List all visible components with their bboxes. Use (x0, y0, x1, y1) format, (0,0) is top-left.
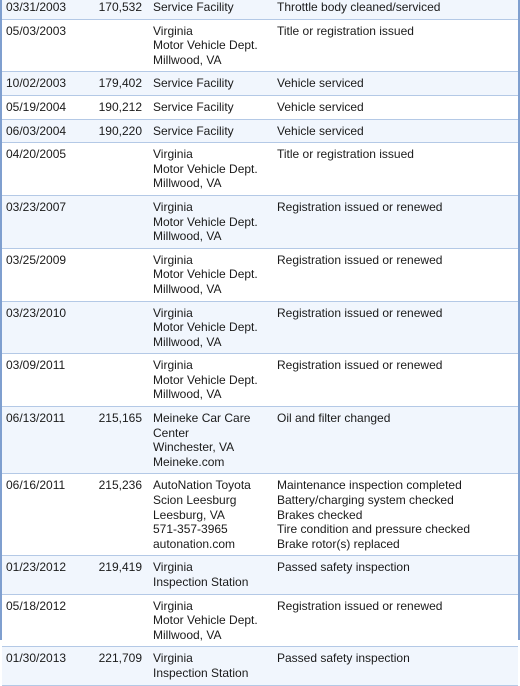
record-source-line: Motor Vehicle Dept. (153, 320, 258, 335)
record-date: 04/20/2005 (2, 143, 86, 196)
record-source (153, 594, 277, 647)
record-odometer: 215,165 (86, 407, 153, 474)
record-source-line: Inspection Station (153, 575, 249, 589)
record-detail-line: Brakes checked (277, 507, 363, 522)
record-odometer: 170,532 (86, 0, 153, 19)
record-source-line: Service Facility (153, 0, 234, 14)
record-source (153, 407, 277, 474)
record-source-line: Meineke Car Care (153, 411, 251, 426)
record-odometer (86, 301, 153, 354)
record-source-line: Millwood, VA (153, 627, 222, 642)
record-odometer (86, 354, 153, 407)
record-details (277, 594, 518, 647)
record-source-line: Virginia (153, 147, 193, 162)
history-table (2, 0, 518, 686)
record-detail-line: Passed safety inspection (277, 560, 410, 575)
record-details (277, 143, 518, 196)
record-detail-line: Registration issued or renewed (277, 199, 443, 214)
record-detail-line: Registration issued or renewed (277, 252, 443, 267)
record-source-line: Motor Vehicle Dept. (153, 372, 258, 387)
record-source-line: autonation.com (153, 536, 236, 551)
record-detail-line: Throttle body cleaned/serviced (277, 0, 441, 14)
history-record-row (2, 354, 518, 407)
record-source-line: Scion Leesburg (153, 493, 237, 508)
record-detail-line: Title or registration issued (277, 147, 414, 162)
record-detail-line: Title or registration issued (277, 23, 414, 38)
record-date: 06/16/2011 (2, 474, 86, 556)
record-date: 03/25/2009 (2, 248, 86, 301)
record-detail-line: Maintenance inspection completed (277, 478, 462, 493)
record-source-line: Millwood, VA (153, 281, 222, 296)
record-date: 05/03/2003 (2, 19, 86, 72)
history-record-row (2, 407, 518, 474)
record-source-line: Motor Vehicle Dept. (153, 38, 258, 53)
record-source (153, 0, 277, 19)
record-detail-line: Tire condition and pressure checked (277, 522, 470, 537)
record-date: 06/03/2004 (2, 119, 86, 143)
record-date: 01/23/2012 (2, 556, 86, 594)
record-source (153, 195, 277, 248)
history-record-row (2, 0, 518, 19)
record-details (277, 354, 518, 407)
record-detail-line: Vehicle serviced (277, 123, 364, 138)
history-record-row (2, 195, 518, 248)
history-record-row (2, 95, 518, 119)
record-odometer (86, 248, 153, 301)
record-date: 06/13/2011 (2, 407, 86, 474)
record-source (153, 647, 277, 685)
record-source-line: Millwood, VA (153, 52, 222, 67)
record-odometer: 219,419 (86, 556, 153, 594)
record-source-line: Inspection Station (153, 665, 249, 680)
record-source (153, 143, 277, 196)
record-detail-line: Registration issued or renewed (277, 305, 443, 320)
record-details (277, 0, 518, 19)
record-source-line: Winchester, VA (153, 440, 235, 455)
record-odometer: 190,212 (86, 95, 153, 119)
history-record-row (2, 556, 518, 594)
record-source (153, 354, 277, 407)
record-details (277, 19, 518, 72)
record-date: 05/18/2012 (2, 594, 86, 647)
record-date: 01/30/2013 (2, 647, 86, 685)
record-detail-line: Vehicle serviced (277, 76, 364, 91)
record-source-line: Leesburg, VA (153, 507, 225, 522)
record-source-line: Millwood, VA (153, 334, 222, 349)
record-detail-line: Oil and filter changed (277, 411, 391, 426)
history-record-row (2, 647, 518, 685)
record-odometer: 190,220 (86, 119, 153, 143)
record-odometer: 221,709 (86, 647, 153, 685)
record-source-line: Meineke.com (153, 454, 225, 469)
record-source-line: Virginia (153, 199, 193, 214)
history-record-row (2, 19, 518, 72)
record-source-line: 571-357-3965 (153, 522, 228, 537)
record-source-line: Virginia (153, 305, 193, 320)
record-details (277, 72, 518, 96)
history-record-row (2, 474, 518, 556)
history-record-row (2, 248, 518, 301)
record-date: 05/19/2004 (2, 95, 86, 119)
record-source (153, 19, 277, 72)
record-details (277, 248, 518, 301)
record-source (153, 95, 277, 119)
record-detail-line: Vehicle serviced (277, 99, 364, 114)
record-source-line: Motor Vehicle Dept. (153, 267, 258, 282)
record-odometer (86, 19, 153, 72)
record-source-line: Virginia (153, 598, 193, 613)
record-source-line: Motor Vehicle Dept. (153, 613, 258, 628)
record-odometer (86, 195, 153, 248)
record-date: 03/23/2007 (2, 195, 86, 248)
record-source-line: Virginia (153, 560, 193, 575)
record-odometer (86, 143, 153, 196)
record-source-line: Millwood, VA (153, 387, 222, 402)
record-date: 10/02/2003 (2, 72, 86, 96)
record-source-line: Virginia (153, 358, 193, 373)
history-table-body (2, 0, 518, 685)
record-odometer (86, 594, 153, 647)
record-date: 03/31/2003 (2, 0, 86, 19)
record-source-line: Motor Vehicle Dept. (153, 161, 258, 176)
record-detail-line: Registration issued or renewed (277, 598, 443, 613)
record-details (277, 301, 518, 354)
record-source-line: AutoNation Toyota (153, 478, 251, 493)
record-detail-line: Battery/charging system checked (277, 493, 454, 508)
record-details (277, 647, 518, 685)
history-record-row (2, 143, 518, 196)
record-date: 03/09/2011 (2, 354, 86, 407)
record-source-line: Virginia (153, 23, 193, 38)
record-source-line: Service Facility (153, 76, 234, 91)
record-source-line: Motor Vehicle Dept. (153, 214, 258, 229)
record-source-line: Virginia (153, 252, 193, 267)
record-detail-line: Brake rotor(s) replaced (277, 536, 400, 551)
record-details (277, 95, 518, 119)
record-source-line: Millwood, VA (153, 176, 222, 191)
record-odometer: 215,236 (86, 474, 153, 556)
record-source-line: Virginia (153, 651, 193, 666)
record-source (153, 556, 277, 594)
record-source-line: Millwood, VA (153, 229, 222, 244)
record-source-line: Service Facility (153, 123, 234, 138)
record-source (153, 474, 277, 556)
history-record-row (2, 594, 518, 647)
record-detail-line: Passed safety inspection (277, 651, 410, 666)
record-source (153, 119, 277, 143)
record-detail-line: Registration issued or renewed (277, 358, 443, 373)
record-source-line: Center (153, 425, 190, 440)
record-details (277, 556, 518, 594)
history-record-row (2, 119, 518, 143)
record-date: 03/23/2010 (2, 301, 86, 354)
record-source (153, 301, 277, 354)
record-source (153, 248, 277, 301)
record-details (277, 195, 518, 248)
record-source (153, 72, 277, 96)
record-source-line: Service Facility (153, 99, 234, 114)
record-details (277, 474, 518, 556)
record-details (277, 407, 518, 474)
history-record-row (2, 72, 518, 96)
record-details (277, 119, 518, 143)
history-record-row (2, 301, 518, 354)
record-odometer: 179,402 (86, 72, 153, 96)
